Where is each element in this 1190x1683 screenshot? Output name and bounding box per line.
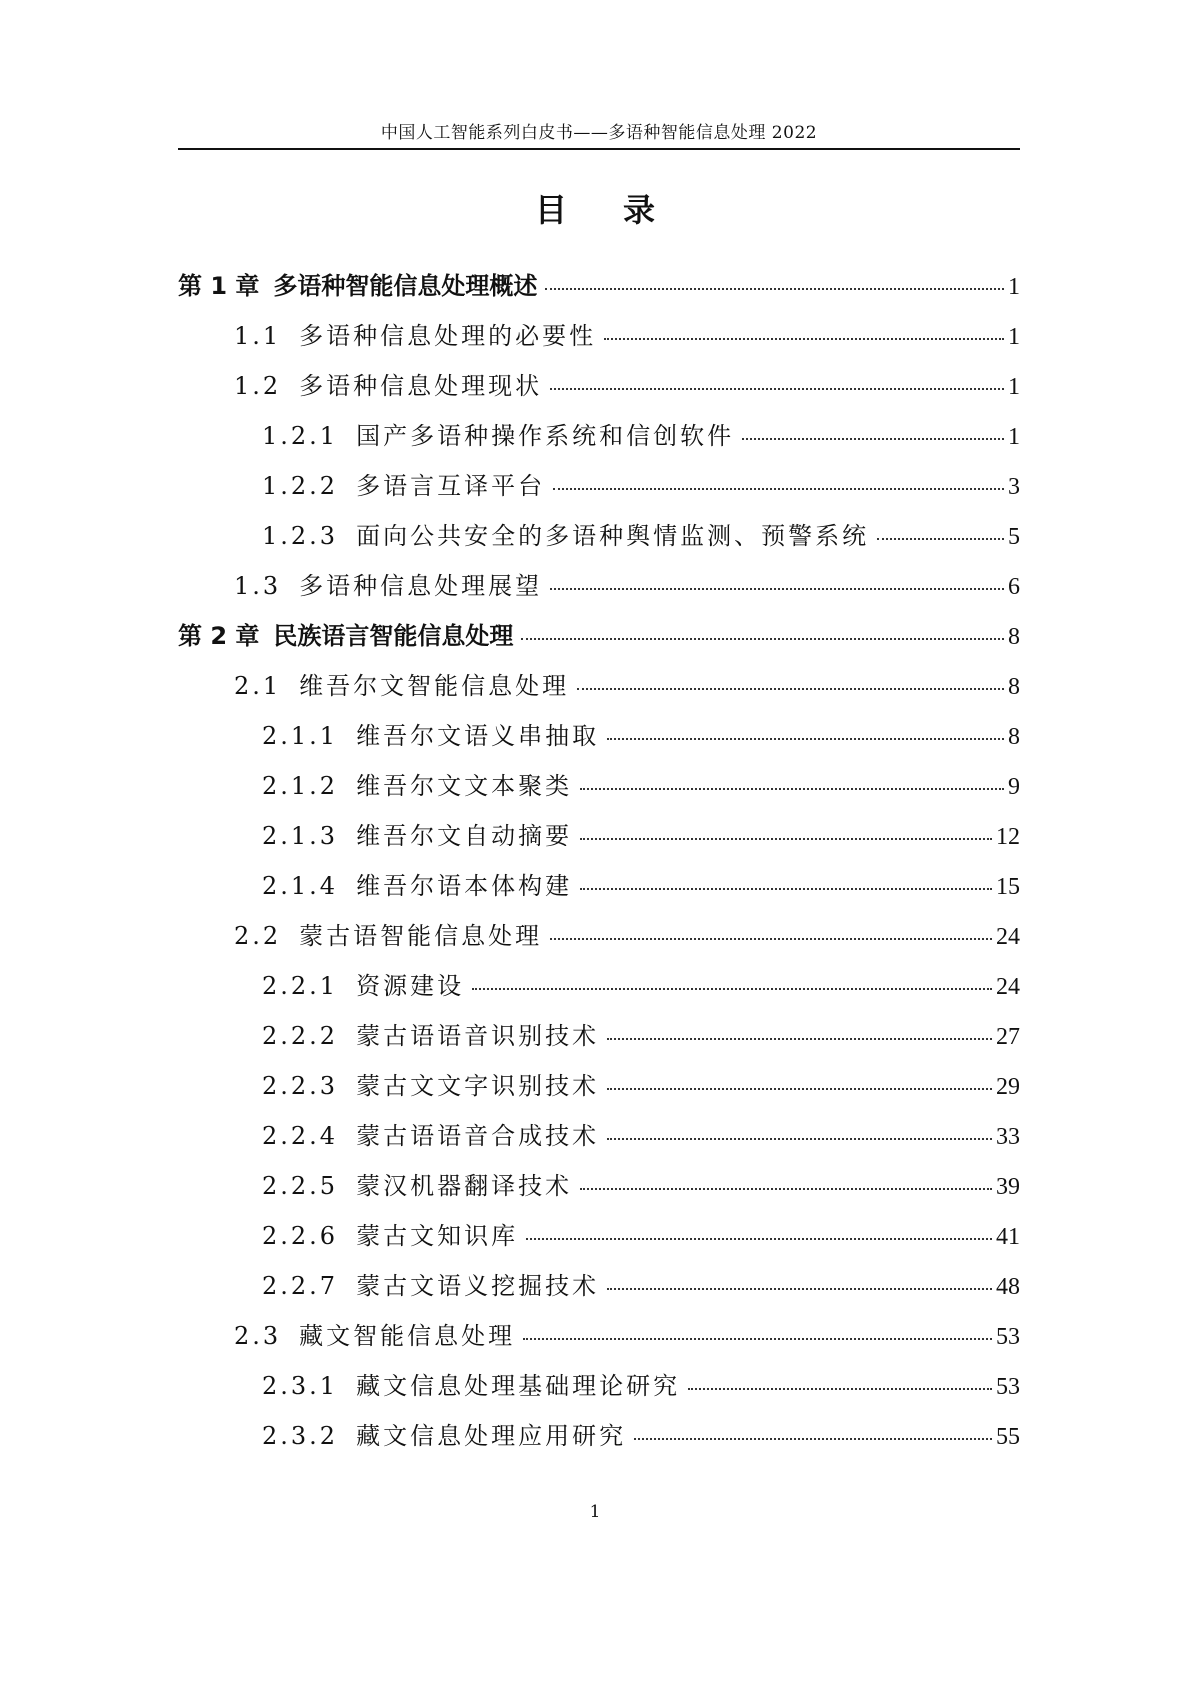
toc-dot-leader [607, 1138, 992, 1140]
header-rule [178, 148, 1020, 150]
toc-dot-leader [550, 388, 1004, 390]
toc-entry-number: 2.2.4 [262, 1122, 339, 1150]
toc-entry[interactable] [178, 966, 1020, 1016]
toc-entry[interactable] [178, 866, 1020, 916]
toc-entry-number: 1.2 [234, 372, 282, 400]
toc-entry[interactable] [178, 516, 1020, 566]
toc-entry-title: 多语种智能信息处理概述 [273, 272, 538, 300]
toc-dot-leader [607, 1038, 992, 1040]
toc-dot-leader [523, 1338, 992, 1340]
toc-entry-title: 民族语言智能信息处理 [273, 622, 514, 650]
toc-entry[interactable] [178, 1266, 1020, 1316]
toc-dot-leader [607, 1088, 992, 1090]
toc-title [0, 185, 1190, 231]
toc-title-part2: 录 [623, 191, 656, 229]
toc-dot-leader [550, 588, 1004, 590]
toc-entry-title: 蒙汉机器翻译技术 [356, 1172, 573, 1200]
toc-entry-page: 1 [1008, 424, 1020, 450]
toc-entry-title: 维吾尔文文本聚类 [356, 772, 573, 800]
toc-entry-title: 维吾尔语本体构建 [356, 872, 573, 900]
toc-entry-title: 蒙古文语义挖掘技术 [356, 1272, 600, 1300]
toc-entry-title: 藏文智能信息处理 [299, 1322, 516, 1350]
toc-entry-title: 维吾尔文语义串抽取 [356, 722, 600, 750]
toc-dot-leader [580, 888, 992, 890]
toc-entry-number: 2.1.2 [262, 772, 339, 800]
toc-entry-number: 第 1 章 [178, 272, 260, 300]
toc-entry[interactable] [178, 766, 1020, 816]
toc-dot-leader [877, 538, 1004, 540]
toc-entry-title: 蒙古语语音识别技术 [356, 1022, 600, 1050]
toc-entry-page: 39 [996, 1174, 1020, 1200]
toc-entry-number: 2.1 [234, 672, 282, 700]
toc-entry[interactable] [178, 616, 1020, 666]
toc-entry-number: 2.2.1 [262, 972, 339, 1000]
toc-entry-number: 1.1 [234, 322, 282, 350]
toc-entry-number: 2.2.7 [262, 1272, 339, 1300]
toc-entry[interactable] [178, 1416, 1020, 1466]
toc-entry-title: 蒙古文知识库 [356, 1222, 519, 1250]
toc-dot-leader [521, 638, 1004, 640]
toc-title-part1: 目 [534, 191, 567, 229]
toc-entry-number: 2.2.3 [262, 1072, 339, 1100]
toc-entry-page: 24 [996, 974, 1020, 1000]
toc-entry-title: 维吾尔文智能信息处理 [299, 672, 570, 700]
toc-entry-title: 蒙古语语音合成技术 [356, 1122, 600, 1150]
toc-entry-number: 2.1.1 [262, 722, 339, 750]
toc-entry-number: 1.2.1 [262, 422, 339, 450]
toc-dot-leader [607, 1288, 992, 1290]
toc-entry[interactable] [178, 1066, 1020, 1116]
toc-entry-number: 第 2 章 [178, 622, 260, 650]
toc-entry-title: 蒙古语智能信息处理 [299, 922, 543, 950]
page-number: 1 [589, 1502, 601, 1522]
toc-entry[interactable] [178, 816, 1020, 866]
toc-entry[interactable] [178, 1316, 1020, 1366]
toc-dot-leader [604, 338, 1004, 340]
toc-entry[interactable] [178, 416, 1020, 466]
toc-entry-number: 2.3.1 [262, 1372, 339, 1400]
toc-entry-page: 24 [996, 924, 1020, 950]
toc-entry-title: 维吾尔文自动摘要 [356, 822, 573, 850]
toc-dot-leader [577, 688, 1004, 690]
toc-entry-title: 多语种信息处理的必要性 [299, 322, 597, 350]
toc-entry-title: 藏文信息处理应用研究 [356, 1422, 627, 1450]
toc-entry[interactable] [178, 366, 1020, 416]
toc-entry[interactable] [178, 1166, 1020, 1216]
toc-entry-number: 1.3 [234, 572, 282, 600]
toc-entry-page: 12 [996, 824, 1020, 850]
toc-entry[interactable] [178, 1366, 1020, 1416]
toc-entry-page: 55 [996, 1424, 1020, 1450]
toc-dot-leader [607, 738, 1004, 740]
toc-entry-title: 多语言互译平台 [356, 472, 546, 500]
toc-dot-leader [580, 788, 1004, 790]
toc-entry-number: 2.2.6 [262, 1222, 339, 1250]
toc-dot-leader [580, 1188, 992, 1190]
toc-entry-page: 1 [1008, 274, 1020, 300]
toc-entry-title: 蒙古文文字识别技术 [356, 1072, 600, 1100]
toc-entry-page: 29 [996, 1074, 1020, 1100]
toc-entry-number: 2.3 [234, 1322, 282, 1350]
toc-entry-page: 41 [996, 1224, 1020, 1250]
toc-entry-page: 53 [996, 1324, 1020, 1350]
toc-entry-number: 2.2.5 [262, 1172, 339, 1200]
toc-entry-number: 2.1.3 [262, 822, 339, 850]
toc-entry-page: 15 [996, 874, 1020, 900]
toc-dot-leader [742, 438, 1004, 440]
toc-dot-leader [580, 838, 992, 840]
toc-entry-page: 27 [996, 1024, 1020, 1050]
toc-entry-number: 1.2.2 [262, 472, 339, 500]
toc-entry[interactable] [178, 666, 1020, 716]
toc-entry-page: 6 [1008, 574, 1020, 600]
toc-entry-page: 8 [1008, 724, 1020, 750]
toc-entry-title: 多语种信息处理展望 [299, 572, 543, 600]
toc-entry-number: 2.2.2 [262, 1022, 339, 1050]
toc-entry-number: 1.2.3 [262, 522, 339, 550]
toc-dot-leader [545, 288, 1004, 290]
toc-dot-leader [472, 988, 992, 990]
toc-entry[interactable] [178, 466, 1020, 516]
toc-entry-number: 2.3.2 [262, 1422, 339, 1450]
toc-entry-title: 多语种信息处理现状 [299, 372, 543, 400]
toc-entry-page: 3 [1008, 474, 1020, 500]
toc-dot-leader [688, 1388, 992, 1390]
toc-entry-page: 1 [1008, 324, 1020, 350]
running-header: 中国人工智能系列白皮书——多语种智能信息处理 2022 [380, 123, 818, 143]
toc-entry-page: 8 [1008, 624, 1020, 650]
toc-entry-title: 藏文信息处理基础理论研究 [356, 1372, 681, 1400]
toc-entry-title: 面向公共安全的多语种舆情监测、预警系统 [356, 522, 870, 550]
toc-entry-page: 1 [1008, 374, 1020, 400]
toc-dot-leader [526, 1238, 992, 1240]
toc-entry[interactable] [178, 1216, 1020, 1266]
toc-entry-title: 国产多语种操作系统和信创软件 [356, 422, 735, 450]
toc-entry-page: 9 [1008, 774, 1020, 800]
toc-entry-number: 2.1.4 [262, 872, 339, 900]
toc-entry[interactable] [178, 716, 1020, 766]
toc-entry-page: 53 [996, 1374, 1020, 1400]
table-of-contents [178, 266, 1020, 1466]
toc-entry[interactable] [178, 1016, 1020, 1066]
toc-entry-page: 33 [996, 1124, 1020, 1150]
toc-dot-leader [553, 488, 1004, 490]
toc-entry-title: 资源建设 [356, 972, 465, 1000]
toc-entry-page: 5 [1008, 524, 1020, 550]
toc-dot-leader [550, 938, 992, 940]
toc-entry[interactable] [178, 266, 1020, 316]
toc-entry[interactable] [178, 566, 1020, 616]
toc-entry-page: 48 [996, 1274, 1020, 1300]
toc-entry[interactable] [178, 1116, 1020, 1166]
toc-entry-number: 2.2 [234, 922, 282, 950]
toc-dot-leader [634, 1438, 992, 1440]
toc-entry[interactable] [178, 316, 1020, 366]
toc-entry-page: 8 [1008, 674, 1020, 700]
toc-entry[interactable] [178, 916, 1020, 966]
